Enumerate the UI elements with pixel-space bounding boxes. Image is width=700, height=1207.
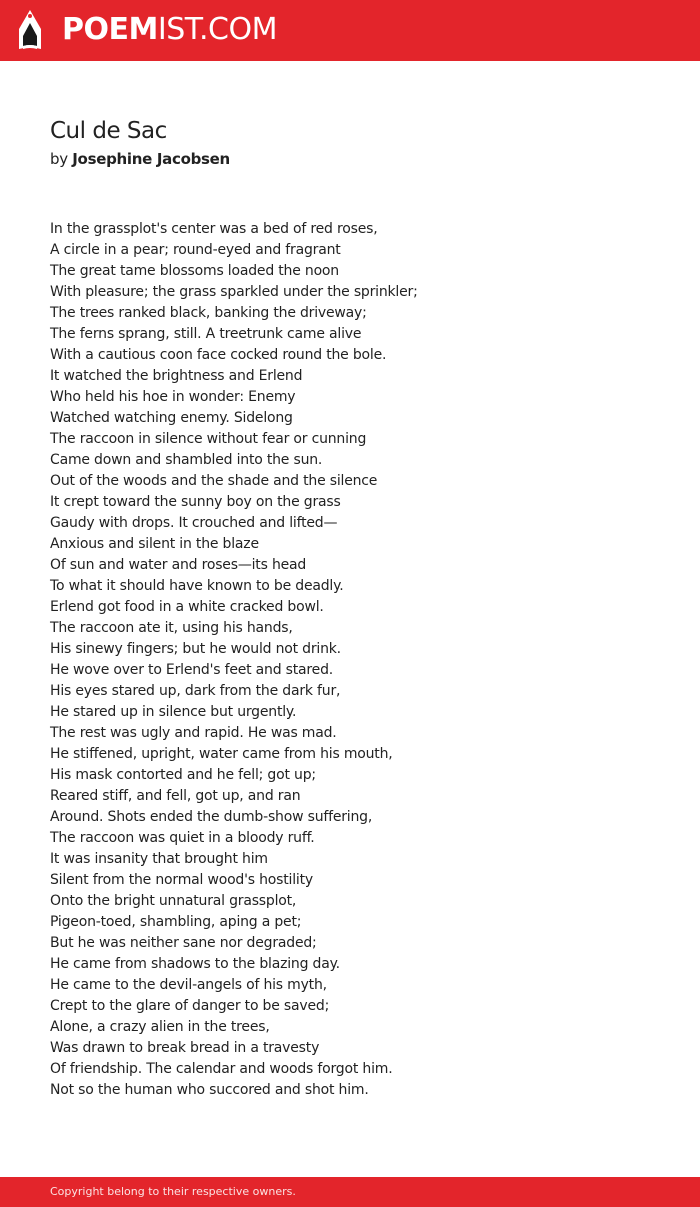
- poem-line: His sinewy fingers; but he would not drink.: [50, 641, 341, 657]
- poem-line: In the grassplot's center was a bed of red roses,: [50, 221, 378, 237]
- brand-bold: POEM: [62, 12, 158, 47]
- brand-light: IST.COM: [157, 12, 277, 47]
- by-label: by: [50, 150, 68, 168]
- site-logo[interactable]: [62, 12, 277, 48]
- poem-line: With a cautious coon face cocked round the bole.: [50, 347, 387, 363]
- poem-line: He stared up in silence but urgently.: [50, 704, 297, 720]
- poem-author: Josephine Jacobsen: [72, 150, 230, 168]
- poem-line: He wove over to Erlend's feet and stared.: [50, 662, 334, 678]
- poem-line: He came to the devil-angels of his myth,: [50, 977, 327, 993]
- poem-line: With pleasure; the grass sparkled under the sprinkler;: [50, 284, 418, 300]
- poem-line: It watched the brightness and Erlend: [50, 368, 303, 384]
- poem-line: His mask contorted and he fell; got up;: [50, 767, 316, 783]
- copyright-text: Copyright belong to their respective owners.: [50, 1185, 296, 1198]
- site-header: [0, 0, 700, 61]
- poem-line: To what it should have known to be deadly.: [50, 578, 344, 594]
- poem-line: Around. Shots ended the dumb-show suffering,: [50, 809, 373, 825]
- poem-line: He came from shadows to the blazing day.: [50, 956, 340, 972]
- poem-title: Cul de Sac: [50, 118, 167, 144]
- poem-line: The great tame blossoms loaded the noon: [50, 263, 339, 279]
- poem-line: The trees ranked black, banking the driveway;: [50, 305, 367, 321]
- poem-line: A circle in a pear; round-eyed and fragrant: [50, 242, 341, 258]
- poem-line: Alone, a crazy alien in the trees,: [50, 1019, 270, 1035]
- poem-line: The rest was ugly and rapid. He was mad.: [50, 725, 337, 741]
- poem-line: Crept to the glare of danger to be saved;: [50, 998, 330, 1014]
- poem-body: [50, 219, 670, 1101]
- poem-line: His eyes stared up, dark from the dark fur,: [50, 683, 341, 699]
- poem-line: Pigeon-toed, shambling, aping a pet;: [50, 914, 302, 930]
- poem-line: It crept toward the sunny boy on the grass: [50, 494, 341, 510]
- poem-line: Silent from the normal wood's hostility: [50, 872, 313, 888]
- poem-line: Gaudy with drops. It crouched and lifted—: [50, 515, 338, 531]
- poem-line: Watched watching enemy. Sidelong: [50, 410, 293, 426]
- poem-byline: [50, 149, 230, 169]
- poem-line: Erlend got food in a white cracked bowl.: [50, 599, 324, 615]
- poem-line: He stiffened, upright, water came from his mouth,: [50, 746, 393, 762]
- poem-line: The raccoon ate it, using his hands,: [50, 620, 293, 636]
- site-footer: [0, 1177, 700, 1207]
- poem-line: Out of the woods and the shade and the silence: [50, 473, 378, 489]
- poem-line: Reared stiff, and fell, got up, and ran: [50, 788, 301, 804]
- poem-line: It was insanity that brought him: [50, 851, 268, 867]
- poem-line: Who held his hoe in wonder: Enemy: [50, 389, 296, 405]
- poem-line: Anxious and silent in the blaze: [50, 536, 259, 552]
- poem-line: Was drawn to break bread in a travesty: [50, 1040, 320, 1056]
- poem-line: Of friendship. The calendar and woods forgot him.: [50, 1061, 393, 1077]
- poem-line: Came down and shambled into the sun.: [50, 452, 323, 468]
- poem-line: Onto the bright unnatural grassplot,: [50, 893, 297, 909]
- pen-nib-icon[interactable]: [17, 9, 43, 52]
- poem-line: The raccoon was quiet in a bloody ruff.: [50, 830, 315, 846]
- poem-line: Not so the human who succored and shot him.: [50, 1082, 369, 1098]
- poem-line: Of sun and water and roses—its head: [50, 557, 307, 573]
- poem-line: The raccoon in silence without fear or cunning: [50, 431, 367, 447]
- poem-line: But he was neither sane nor degraded;: [50, 935, 317, 951]
- poem-line: The ferns sprang, still. A treetrunk came alive: [50, 326, 362, 342]
